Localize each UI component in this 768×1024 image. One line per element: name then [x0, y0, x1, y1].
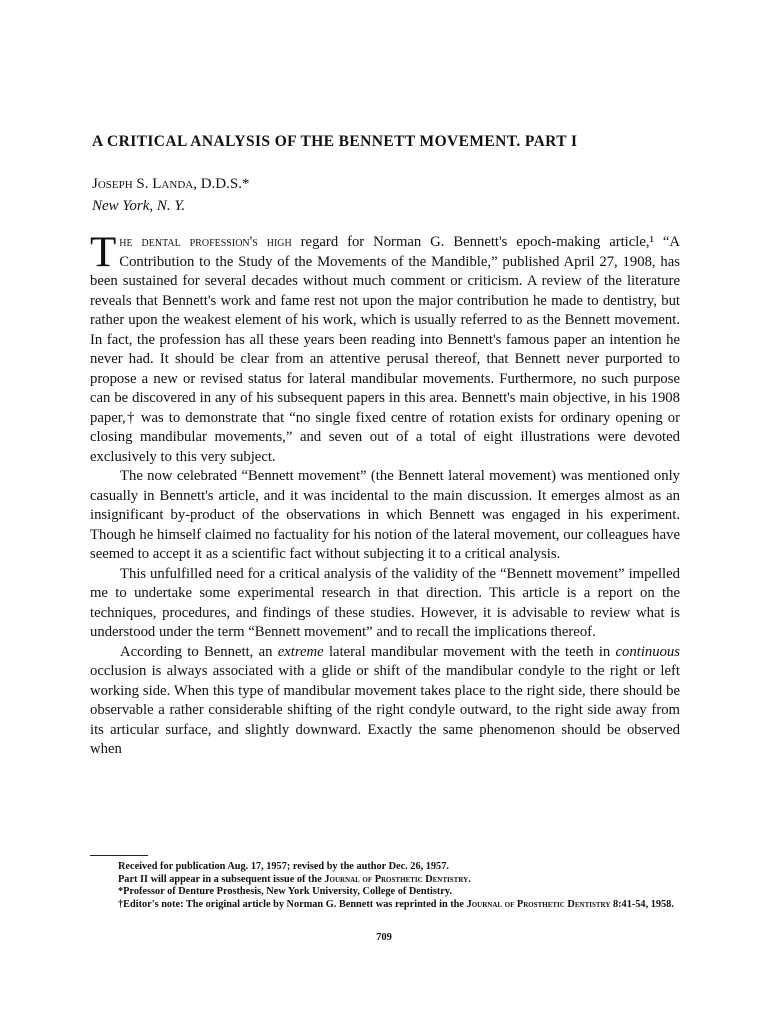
drop-cap: T [90, 229, 117, 276]
footnote-received: Received for publication Aug. 17, 1957; revised by the author Dec. 26, 1957. [118, 861, 449, 872]
paragraph-1-text: regard for Norman G. Bennett's epoch-making article,¹ “A Contribution to the Study of the Movements of the Mandible,” published April 27, 1908, has been sustained for several decades without much comment or criticism. A review of the literature reveals that Bennett's work and fame rest not upon the major contribution he made to dentistry, but rather upon the weakest element of his work, which is usually referred to as the Bennett movement. In fact, the profession has all these years been reading into Bennett's famous paper an intention he never had. It should be clear from an attentive perusal thereof, that Bennett never purported to propose a new or revised status for lateral mandibular movements. Furthermore, no such purpose can be discovered in any of his subsequent papers in this area. Bennett's main objective, in his 1908 paper,† was to demonstrate that “no single fixed centre of rotation exists for ordinary opening or closing mandibular movements,” and seven out of a total of eight illustrations were devoted exclusively to this very subject. [90, 234, 680, 465]
footnote-part-two-end: . [468, 873, 471, 885]
footnote-professor: *Professor of Denture Prosthesis, New York University, College of Dentistry. [118, 886, 453, 898]
emphasis-extreme: extreme [277, 643, 324, 660]
emphasis-continuous: continuous [615, 643, 680, 660]
article-title: A CRITICAL ANALYSIS OF THE BENNETT MOVEMENT. PART I [92, 133, 578, 150]
paragraph-4-text-c: occlusion is always associated with a glide or shift of the mandibular condyle to the right or left working side. When this type of mandibular movement takes place to the right side, there should be observable a rather considerable shifting of the right condyle outward, to the right side away from its articular surface, and slightly downward. Exactly the same phenomenon should be observed when [90, 663, 680, 757]
footnote-editor-text: †Editor's note: The original article by Norman G. Bennett was reprinted in the [118, 898, 467, 910]
paragraph-1 [90, 229, 680, 467]
article-body [90, 229, 680, 760]
footnote-divider [90, 855, 148, 856]
footnote-editor-citation: 8:41-54, 1958. [610, 898, 674, 910]
author-affiliation: New York, N. Y. [92, 198, 186, 214]
footnote-part-two [90, 874, 680, 887]
paragraph-4-text-a: According to Bennett, an [120, 643, 278, 660]
paragraph-3: This unfulfilled need for a critical analysis of the validity of the “Bennett movement” impelled me to undertake some experimental research in that direction. This article is a report on the techniques, procedures, and findings of these studies. However, it is advisable to review what is understood under the term “Bennett movement” and to recall the implications thereof. [90, 565, 680, 640]
paragraph-4 [90, 643, 680, 760]
paragraph-4-text-b: lateral mandibular movement with the teeth in [323, 643, 616, 660]
footnotes [90, 861, 680, 911]
author-name: Joseph S. Landa, D.D.S.* [92, 176, 250, 192]
journal-name: Journal of Prosthetic Dentistry [324, 873, 469, 885]
footnote-editor [90, 899, 680, 912]
footnote-part-two-text: Part II will appear in a subsequent issue of the [118, 873, 325, 885]
paragraph-2: The now celebrated “Bennett movement” (the Bennett lateral movement) was mentioned only casually in Bennett's article, and it was incidental to the main discussion. It emerges almost as an insignificant by-product of the observations in which Bennett was engaged in his experiment. Though he himself claimed no factuality for his notion of the lateral movement, our colleagues have seemed to accept it as a scientific fact without subjecting it to a critical analysis. [90, 468, 680, 562]
page-number: 709 [376, 932, 392, 943]
journal-name: Journal of Prosthetic Dentistry [466, 898, 611, 910]
opening-small-caps: he dental profession's high [119, 234, 292, 250]
